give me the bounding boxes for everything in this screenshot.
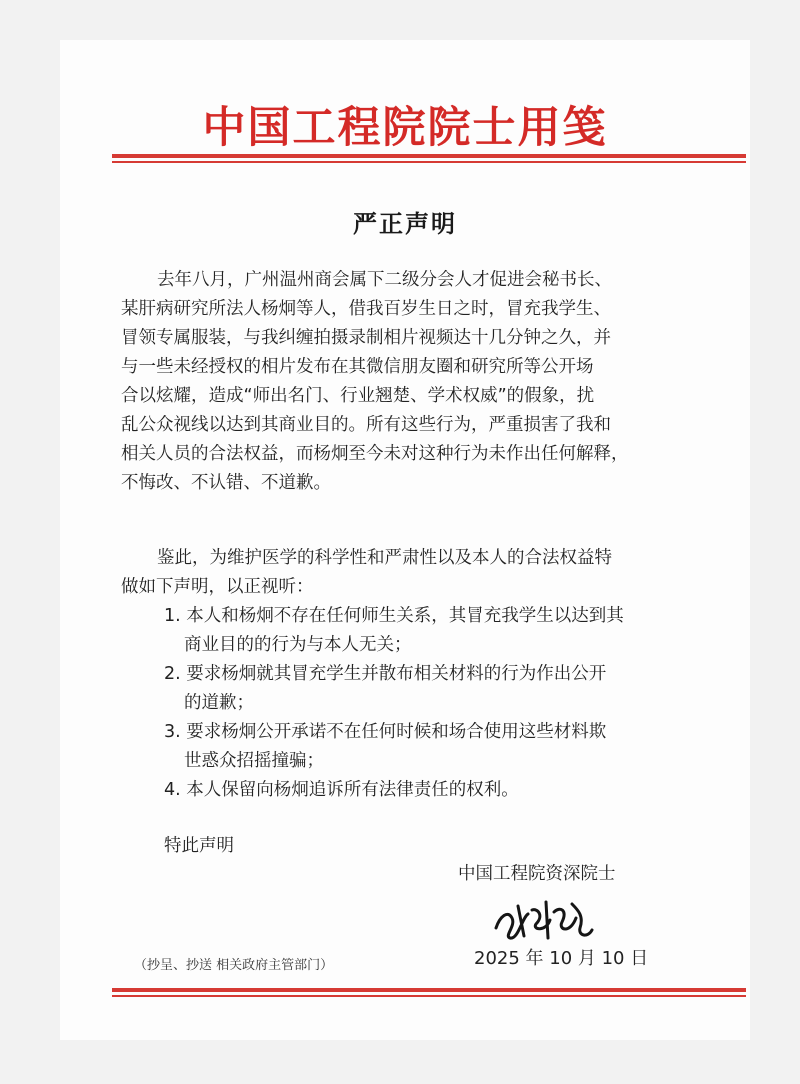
document-date: 2025 年 10 月 10 日 bbox=[474, 948, 649, 969]
handwritten-signature bbox=[488, 888, 598, 948]
bottom-rule-thick bbox=[112, 988, 746, 992]
cc-note: （抄呈、抄送 相关政府主管部门） bbox=[134, 958, 334, 973]
paragraph-line: 乱公众视线以达到其商业目的。所有这些行为，严重损害了我和 bbox=[121, 415, 611, 435]
declaration-list bbox=[164, 602, 624, 805]
paragraph-line: 冒领专属服装，与我纠缠拍摄录制相片视频达十几分钟之久，并 bbox=[121, 328, 611, 348]
top-rule-thin bbox=[112, 161, 746, 163]
letter-page bbox=[60, 40, 750, 1040]
signer-title: 中国工程院资深院士 bbox=[458, 864, 616, 884]
list-item-line: 3. 要求杨炯公开承诺不在任何时候和场合使用这些材料欺 bbox=[164, 722, 607, 742]
paragraph-line: 与一些未经授权的相片发布在其微信朋友圈和研究所等公开场 bbox=[121, 357, 594, 377]
list-item bbox=[164, 776, 624, 805]
top-rule-thick bbox=[112, 154, 746, 158]
paragraph-1 bbox=[121, 266, 629, 498]
paragraph-line: 做如下声明，以正视听： bbox=[121, 577, 314, 597]
paragraph-line: 不悔改、不认错、不道歉。 bbox=[121, 473, 331, 493]
list-item-line: 4. 本人保留向杨炯追诉所有法律责任的权利。 bbox=[164, 780, 519, 800]
list-item bbox=[164, 602, 624, 660]
letterhead-title: 中国工程院院士用笺 bbox=[202, 103, 608, 153]
bottom-rule-thin bbox=[112, 995, 746, 997]
list-item-line: 1. 本人和杨炯不存在任何师生关系，其冒充我学生以达到其 bbox=[164, 606, 624, 626]
paragraph-line: 相关人员的合法权益，而杨炯至今未对这种行为未作出任何解释， bbox=[121, 444, 629, 464]
list-item-continuation: 的道歉； bbox=[184, 693, 254, 713]
list-item bbox=[164, 718, 624, 776]
closing-text: 特此声明 bbox=[164, 836, 234, 856]
paragraph-line: 去年八月，广州温州商会属下二级分会人才促进会秘书长、 bbox=[157, 270, 612, 290]
list-item bbox=[164, 660, 624, 718]
list-item-line: 2. 要求杨炯就其冒充学生并散布相关材料的行为作出公开 bbox=[164, 664, 607, 684]
paragraph-2 bbox=[121, 544, 612, 602]
paragraph-line: 某肝病研究所法人杨炯等人，借我百岁生日之时，冒充我学生、 bbox=[121, 299, 611, 319]
list-item-continuation: 商业目的的行为与本人无关； bbox=[184, 635, 412, 655]
document-title: 严正声明 bbox=[353, 210, 457, 238]
paragraph-line: 鉴此，为维护医学的科学性和严肃性以及本人的合法权益特 bbox=[157, 548, 612, 568]
list-item-continuation: 世惑众招摇撞骗； bbox=[184, 751, 324, 771]
paragraph-line: 合以炫耀，造成“师出名门、行业翘楚、学术权威”的假象，扰 bbox=[121, 386, 595, 406]
